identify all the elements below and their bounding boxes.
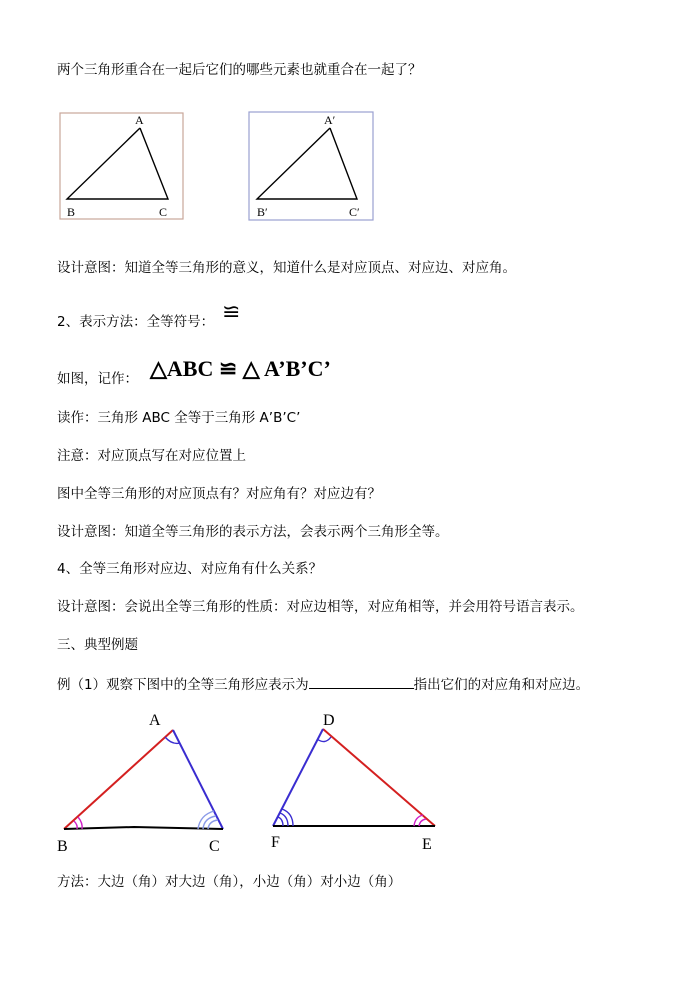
side-df [273, 729, 323, 826]
vertex-label-d: D [323, 712, 335, 729]
vertex-label-c: C [209, 838, 220, 855]
vertex-label-a-prime: A′ [324, 113, 336, 127]
vertex-label-b: B [67, 205, 76, 219]
vertex-label-c-prime: C′ [349, 205, 360, 219]
record-label: 如图，记作： [57, 371, 138, 387]
example-1-instruction: 指出它们的对应角和对应边。 [413, 677, 590, 693]
vertex-label-f: F [271, 834, 280, 851]
triangle-outline [67, 128, 168, 199]
vertex-label-c: C [159, 205, 168, 219]
angle-b-arc-1 [78, 817, 82, 829]
vertex-label-b: B [57, 838, 68, 855]
note-line: 注意：对应顶点写在对应位置上 [57, 448, 246, 464]
design-intent-3: 设计意图：会说出全等三角形的性质：对应边相等，对应角相等，并会用符号语言表示。 [57, 599, 584, 615]
section-2-heading: 2、表示方法：全等符号： [57, 314, 215, 330]
design-intent-2: 设计意图：知道全等三角形的表示方法，会表示两个三角形全等。 [57, 524, 449, 540]
design-intent-1: 设计意图：知道全等三角形的意义，知道什么是对应顶点、对应边、对应角。 [57, 260, 516, 276]
side-de [323, 729, 435, 826]
side-ab [64, 730, 173, 829]
triangle-abc-figure [59, 112, 185, 222]
angle-c-arc-3 [208, 820, 218, 829]
section-3-heading: 三、典型例题 [57, 637, 138, 653]
method-line: 方法：大边（角）对大边（角），小边（角）对小边（角） [57, 874, 402, 890]
congruence-symbol: ≌ [222, 300, 241, 325]
angle-c-arc-2 [203, 816, 216, 829]
side-bc [64, 827, 223, 829]
colored-triangle-abc [52, 705, 242, 857]
example-1-prompt: 例（1）观察下图中的全等三角形应表示为 [57, 677, 309, 693]
answer-blank [309, 674, 414, 689]
angle-f-arc-3 [278, 817, 283, 826]
figure-frame [249, 112, 373, 220]
figure-frame [60, 113, 183, 219]
section-4-heading: 4、全等三角形对应边、对应角有什么关系？ [57, 561, 323, 577]
triangle-a-prime-figure [248, 111, 376, 223]
congruence-notation: △ABC ≌ △ A’B’C’ [150, 356, 331, 381]
vertex-label-e: E [422, 836, 432, 853]
example-1 [57, 674, 589, 694]
question-1: 两个三角形重合在一起后它们的哪些元素也就重合在一起了？ [57, 62, 422, 78]
colored-triangle-def [265, 705, 445, 855]
triangle-outline [257, 128, 357, 199]
correspondence-question: 图中全等三角形的对应顶点有？对应角有？对应边有？ [57, 486, 381, 502]
reading-line: 读作：三角形 ABC 全等于三角形 A’B’C’ [57, 410, 301, 426]
vertex-label-b-prime: B′ [257, 205, 268, 219]
side-ac [173, 730, 223, 829]
vertex-label-a: A [149, 712, 161, 729]
angle-e-arc-2 [419, 819, 426, 826]
vertex-label-a: A [135, 113, 144, 127]
